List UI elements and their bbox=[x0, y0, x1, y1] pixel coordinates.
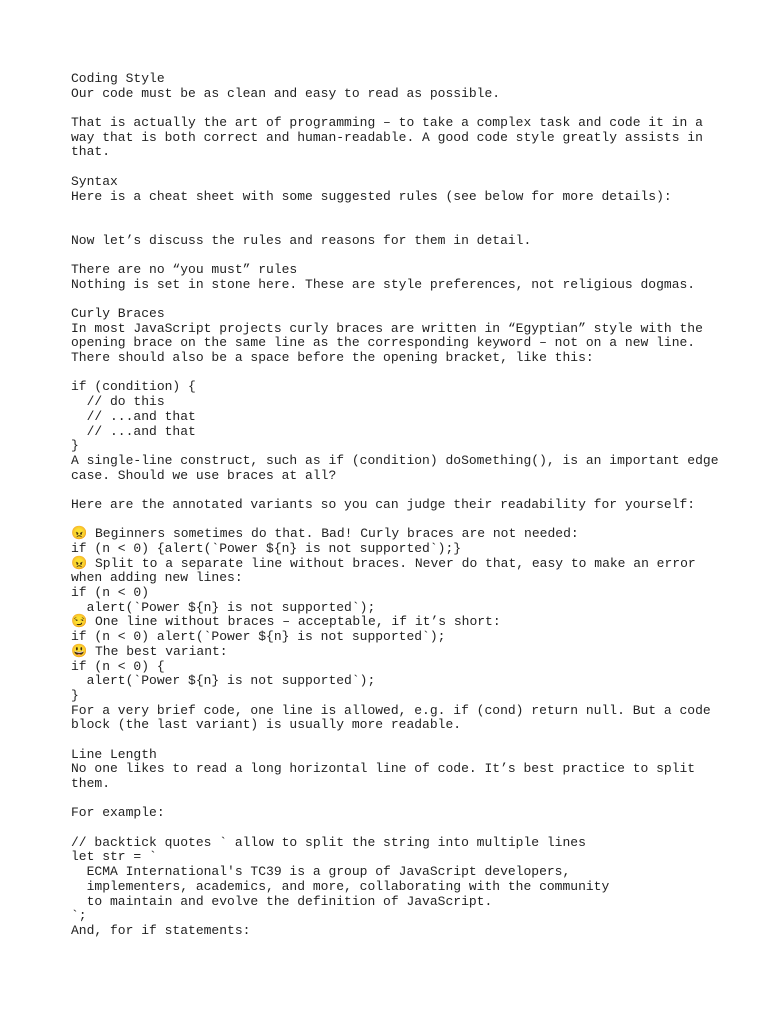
section-heading: Curly Braces bbox=[71, 306, 165, 321]
code-line: implementers, academics, and more, collaborating with the community bbox=[71, 878, 610, 894]
paragraph-line: that. bbox=[71, 144, 111, 160]
code-line: // do this bbox=[71, 394, 165, 410]
blank-line bbox=[71, 248, 728, 263]
annotated-variant-line: 😏 One line without braces – acceptable, if it’s short: bbox=[71, 614, 501, 630]
code-line: if (n < 0) { bbox=[71, 658, 165, 674]
code-line: // ...and that bbox=[71, 423, 196, 439]
paragraph-line: them. bbox=[71, 776, 111, 791]
paragraph-line: opening brace on the same line as the corresponding keyword – not on a new line. bbox=[71, 335, 696, 351]
code-line: } bbox=[71, 438, 79, 454]
code-line: ECMA International's TC39 is a group of JavaScript developers, bbox=[71, 864, 571, 880]
blank-line bbox=[71, 366, 728, 381]
section-heading: Coding Style bbox=[71, 71, 165, 86]
code-line: // backtick quotes ` allow to split the string into multiple lines bbox=[71, 834, 586, 850]
blank-line bbox=[71, 101, 728, 116]
blank-line bbox=[71, 792, 728, 807]
code-line: alert(`Power ${n} is not supported`); bbox=[71, 599, 376, 615]
paragraph-line: In most JavaScript projects curly braces are written in “Egyptian” style with the bbox=[71, 320, 703, 336]
code-line: to maintain and evolve the definition of JavaScript. bbox=[71, 893, 493, 909]
paragraph-line: Our code must be as clean and easy to read as possible. bbox=[71, 85, 501, 101]
paragraph-line: For a very brief code, one line is allowed, e.g. if (cond) return null. But a code bbox=[71, 702, 711, 718]
code-line: if (n < 0) bbox=[71, 585, 150, 601]
code-line: alert(`Power ${n} is not supported`); bbox=[71, 673, 376, 689]
annotated-variant-line: 😠 Beginners sometimes do that. Bad! Curly braces are not needed: bbox=[71, 526, 579, 542]
paragraph-line: case. Should we use braces at all? bbox=[71, 467, 337, 483]
paragraph-line: Now let’s discuss the rules and reasons for them in detail. bbox=[71, 232, 532, 248]
paragraph-line: when adding new lines: bbox=[71, 570, 243, 586]
code-line: `; bbox=[71, 908, 87, 924]
blank-line bbox=[71, 821, 728, 836]
paragraph-line: There should also be a space before the opening bracket, like this: bbox=[71, 350, 594, 366]
blank-line bbox=[71, 204, 728, 219]
code-line: if (condition) { bbox=[71, 379, 196, 395]
blank-line bbox=[71, 219, 728, 234]
code-line: // ...and that bbox=[71, 408, 196, 424]
blank-line bbox=[71, 733, 728, 748]
blank-line bbox=[71, 292, 728, 307]
paragraph-line: Nothing is set in stone here. These are style preferences, not religious dogmas. bbox=[71, 276, 696, 292]
blank-line bbox=[71, 483, 728, 498]
section-heading: There are no “you must” rules bbox=[71, 261, 298, 277]
paragraph-line: That is actually the art of programming – to take a complex task and code it in a bbox=[71, 115, 703, 131]
blank-line bbox=[71, 160, 728, 175]
paragraph-line: block (the last variant) is usually more readable. bbox=[71, 717, 462, 733]
paragraph-line: And, for if statements: bbox=[71, 922, 251, 938]
annotated-variant-line: 😃 The best variant: bbox=[71, 643, 228, 659]
annotated-variant-line: 😠 Split to a separate line without braces. Never do that, easy to make an error bbox=[71, 555, 696, 571]
section-heading: Line Length bbox=[71, 746, 157, 762]
code-line: if (n < 0) alert(`Power ${n} is not supported`); bbox=[71, 629, 446, 645]
paragraph-line: Here is a cheat sheet with some suggested rules (see below for more details): bbox=[71, 188, 672, 204]
code-line: let str = ` bbox=[71, 849, 157, 865]
paragraph-line: No one likes to read a long horizontal line of code. It’s best practice to split bbox=[71, 761, 696, 777]
paragraph-line: A single-line construct, such as if (condition) doSomething(), is an important edge bbox=[71, 452, 719, 468]
paragraph-line: way that is both correct and human-readable. A good code style greatly assists in bbox=[71, 129, 703, 145]
code-line: } bbox=[71, 687, 79, 703]
paragraph-line: For example: bbox=[71, 805, 165, 821]
code-line: if (n < 0) {alert(`Power ${n} is not supported`);} bbox=[71, 541, 462, 556]
paragraph-line: Here are the annotated variants so you can judge their readability for yourself: bbox=[71, 496, 696, 512]
section-heading: Syntax bbox=[71, 173, 118, 189]
